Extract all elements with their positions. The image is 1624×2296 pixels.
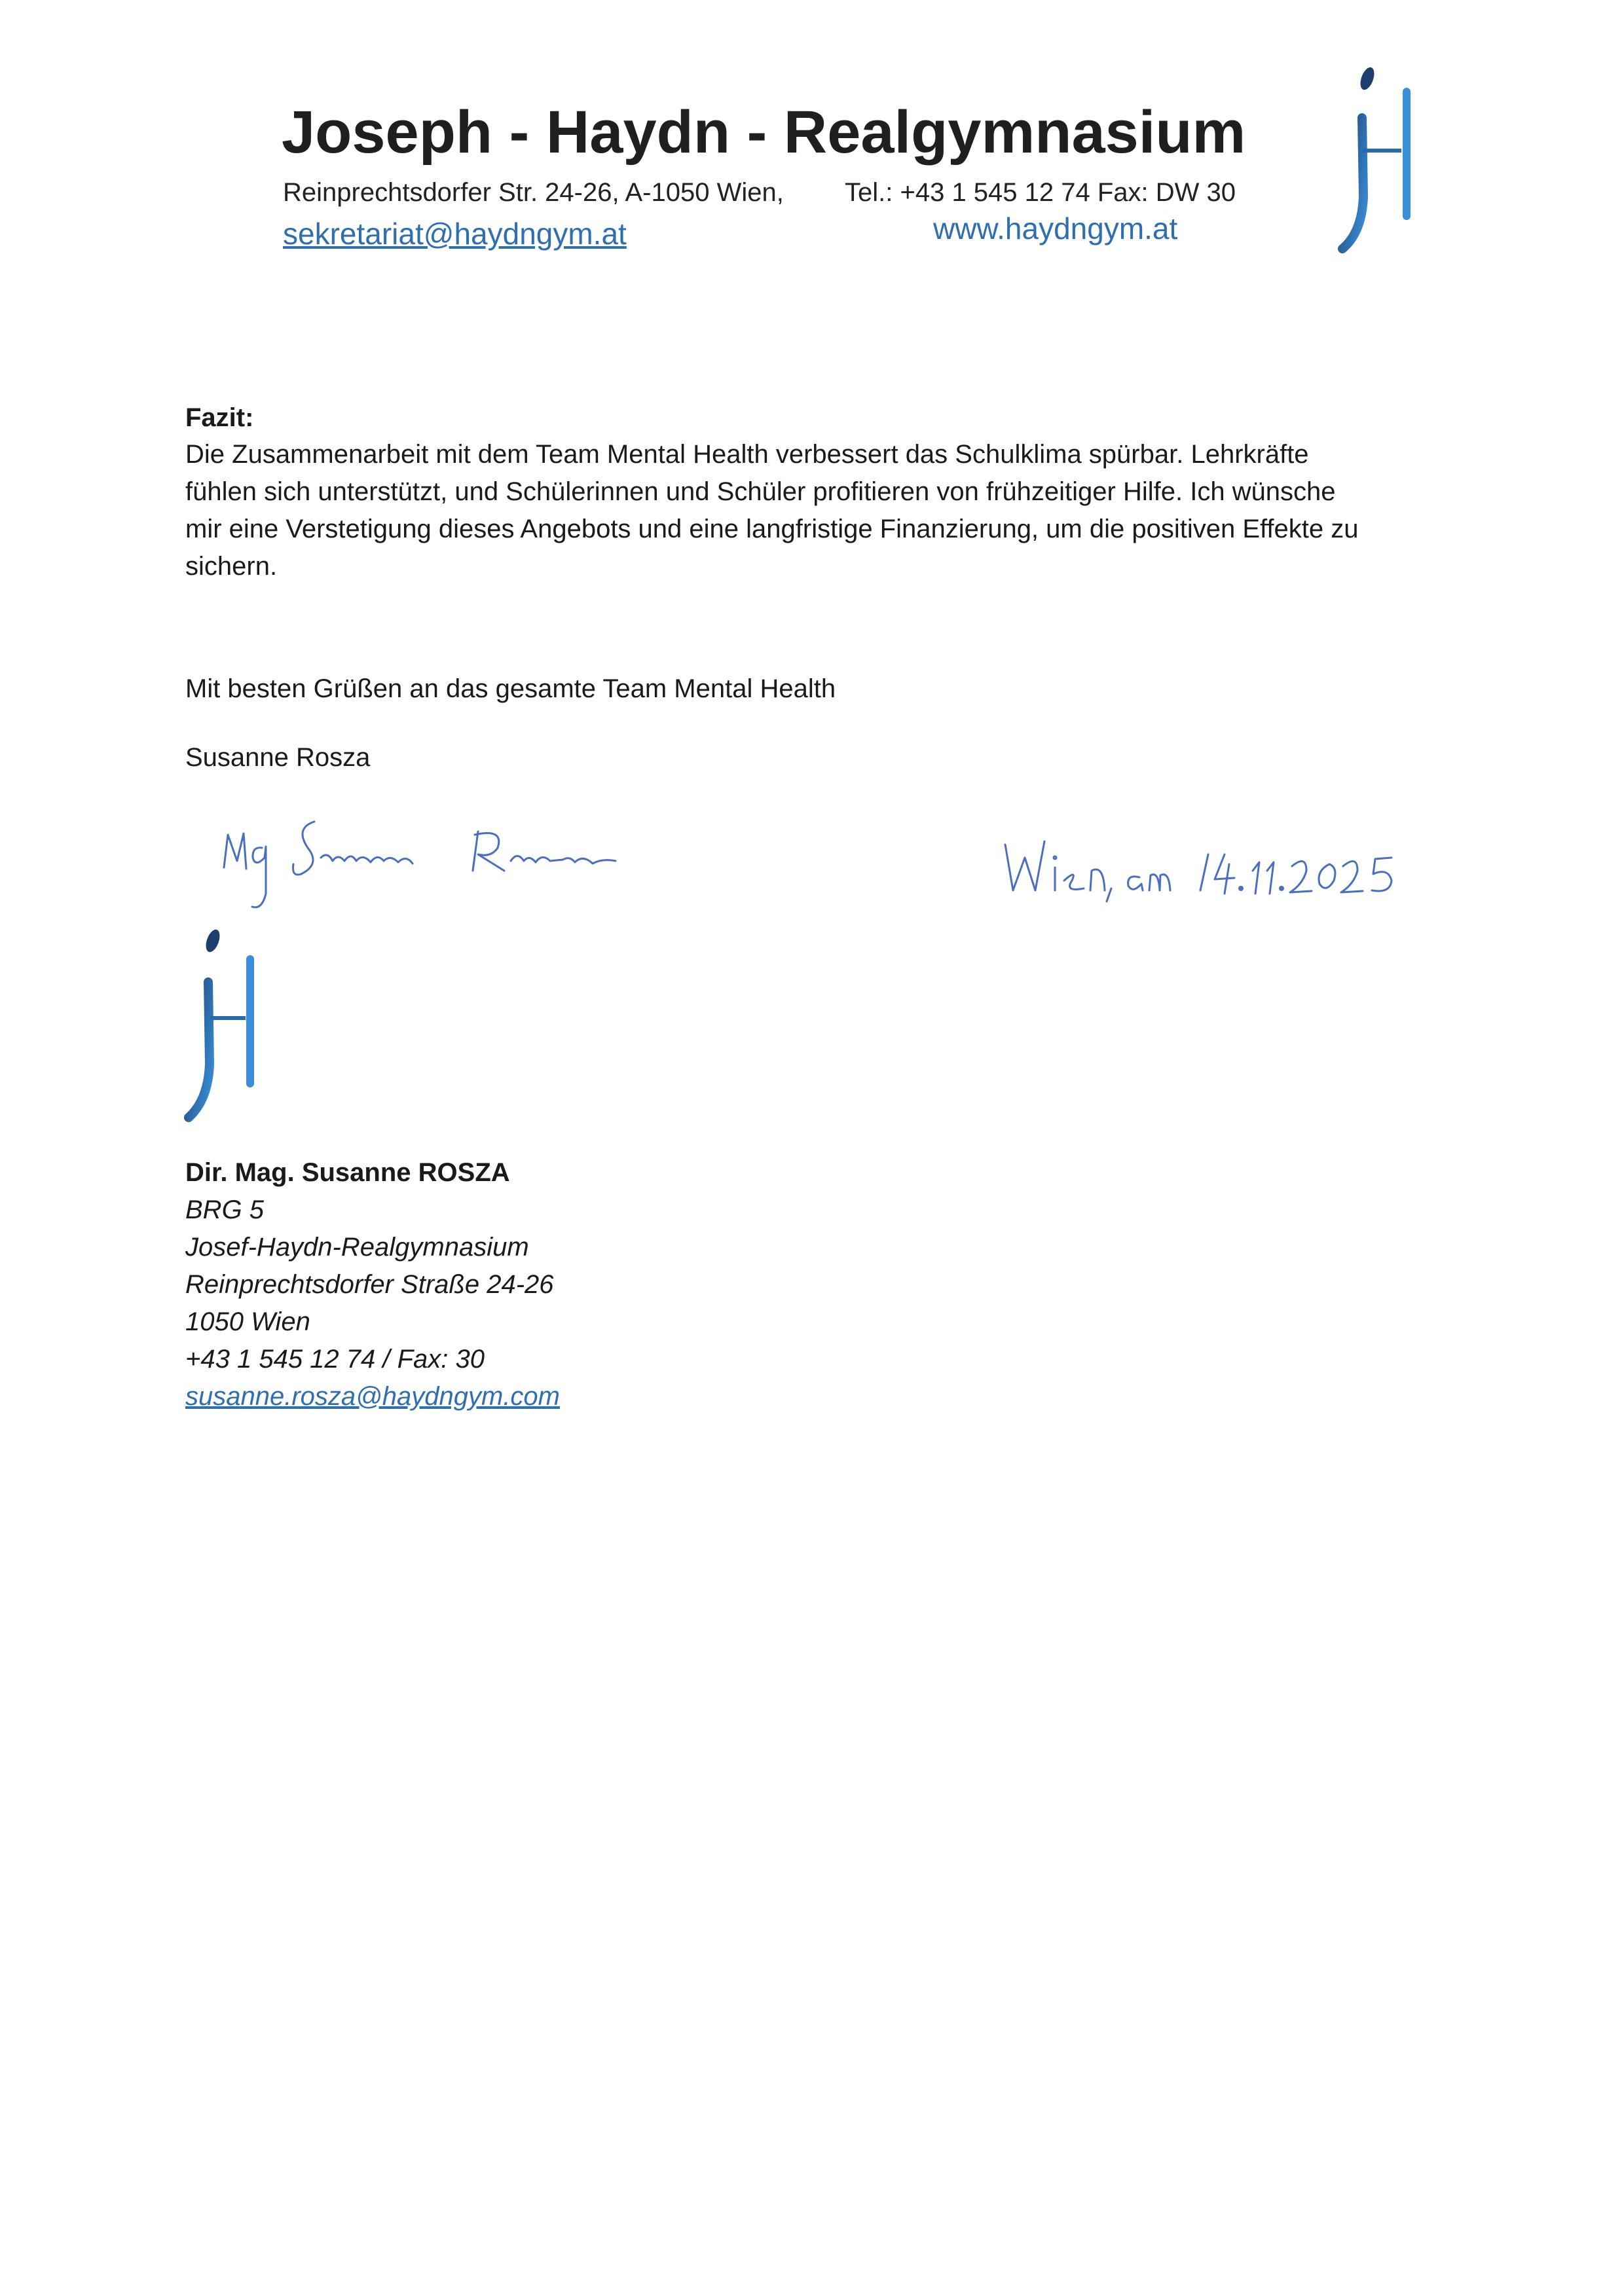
school-name: Joseph - Haydn - Realgymnasium [282, 99, 1246, 166]
jh-logo-icon [1336, 65, 1434, 255]
fazit-line: mir eine Verstetigung dieses Angebots und eine langfristige Finanzierung, um die positiven Effekte zu [185, 515, 1359, 543]
header-email-link[interactable]: sekretariat@haydngym.at [283, 217, 627, 251]
header-website-link[interactable]: www.haydngym.at [933, 211, 1178, 246]
signature-block [185, 1154, 560, 1415]
fazit-line: Die Zusammenarbeit mit dem Team Mental Health verbessert das Schulklima spürbar. Lehrkräfte [185, 440, 1309, 469]
header-address: Reinprechtsdorfer Str. 24-26, A-1050 Wien, [283, 178, 784, 207]
signer-name: Susanne Rosza [185, 743, 371, 772]
signature-title-name: Dir. Mag. Susanne ROSZA [185, 1158, 510, 1187]
header-phone-fax: Tel.: +43 1 545 12 74 Fax: DW 30 [845, 178, 1236, 207]
signature-phone: +43 1 545 12 74 / Fax: 30 [185, 1345, 485, 1374]
fazit-line: sichern. [185, 552, 278, 581]
signature-school-full: Josef-Haydn-Realgymnasium [185, 1233, 529, 1262]
handwritten-signature [216, 795, 635, 926]
signature-street: Reinprechtsdorfer Straße 24-26 [185, 1270, 554, 1299]
closing-greeting: Mit besten Grüßen an das gesamte Team Mental Health [185, 674, 836, 703]
fazit-line: fühlen sich unterstützt, und Schülerinnen und Schüler profitieren von frühzeitiger Hilfe. Ich wünsche [185, 477, 1336, 506]
signature-email-link[interactable]: susanne.rosza@haydngym.com [185, 1382, 560, 1411]
signature-city: 1050 Wien [185, 1307, 310, 1336]
fazit-paragraph [185, 436, 1449, 585]
jh-logo-icon [177, 926, 275, 1123]
handwritten-place-date [999, 828, 1431, 913]
signature-school-short: BRG 5 [185, 1195, 265, 1224]
fazit-heading: Fazit: [185, 403, 254, 432]
